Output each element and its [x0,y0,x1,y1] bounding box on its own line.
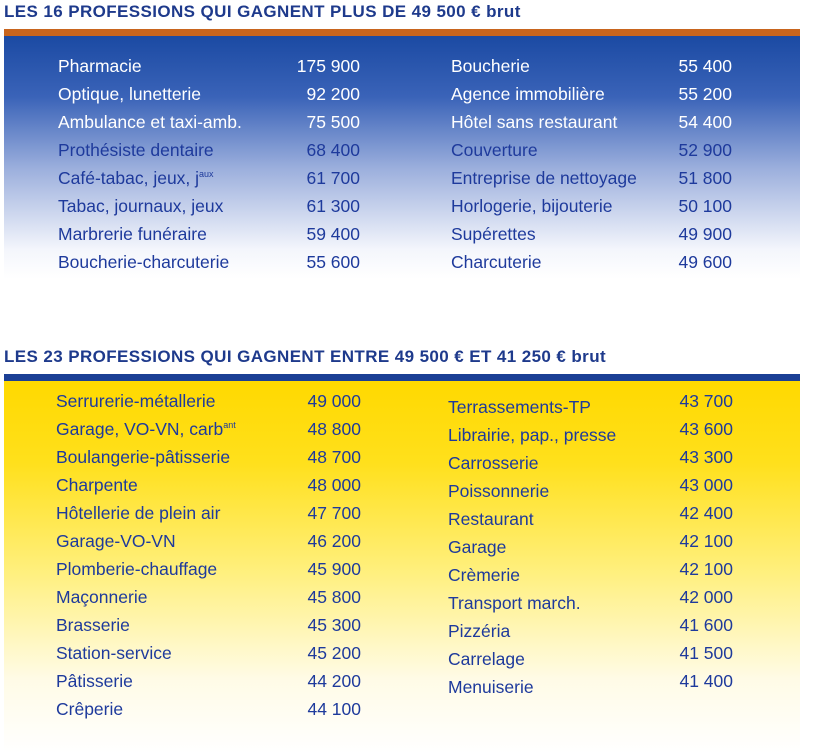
profession-name [56,667,133,695]
profession-name [58,108,242,136]
profession-income: 54 400 [678,112,732,132]
section-1-panel [4,36,800,279]
profession-name [451,220,536,248]
list-item [451,164,732,192]
section-2-divider [4,374,800,381]
profession-name [56,611,130,639]
profession-name [451,136,538,164]
profession-income: 52 900 [678,140,732,160]
profession-income: 43 000 [679,475,733,495]
profession-name [56,471,138,499]
profession-income: 45 800 [307,587,361,607]
section-1-divider [4,29,800,36]
section-1-left-list [58,52,360,276]
profession-name [56,555,217,583]
list-item [56,695,361,723]
list-item [448,611,733,639]
profession-name [56,499,220,527]
profession-income: 55 200 [678,84,732,104]
profession-income: 55 600 [306,252,360,272]
list-item [451,192,732,220]
profession-name-text: Boucherie-charcuterie [58,252,230,272]
profession-name [58,80,201,108]
profession-income: 46 200 [307,531,361,551]
profession-income: 49 600 [678,252,732,272]
profession-name-text: Poissonnerie [448,481,550,501]
profession-name-suffix: ant [223,420,236,430]
list-item [448,583,733,611]
profession-name-text: Carrosserie [448,453,539,473]
list-item [56,527,361,555]
profession-name-text: Crêperie [56,699,124,719]
profession-name-text: Transport march. [448,593,581,613]
profession-income: 43 700 [679,391,733,411]
profession-name [56,695,123,723]
profession-name [56,639,172,667]
profession-name [451,52,530,80]
profession-income: 44 200 [307,671,361,691]
profession-income: 59 400 [306,224,360,244]
list-item [448,527,733,555]
profession-name [58,220,207,248]
list-item [451,52,732,80]
profession-income: 45 900 [307,559,361,579]
list-item [56,667,361,695]
profession-name-text: Hôtel sans restaurant [451,112,618,132]
profession-name-text: Serrurerie-métallerie [56,391,216,411]
profession-income: 55 400 [678,56,732,76]
profession-income: 45 200 [307,643,361,663]
profession-name-text: Restaurant [448,509,534,529]
profession-income: 42 000 [679,587,733,607]
profession-name-text: Garage-VO-VN [56,531,176,551]
profession-income: 49 900 [678,224,732,244]
profession-name [56,583,147,611]
profession-income: 48 700 [307,447,361,467]
profession-income: 175 900 [296,56,360,76]
profession-income: 43 300 [679,447,733,467]
profession-income: 47 700 [307,503,361,523]
list-item [448,499,733,527]
profession-name [58,136,214,164]
profession-name-suffix: aux [199,169,214,179]
profession-name-text: Terrassements-TP [448,397,591,417]
profession-name [56,415,236,443]
list-item [58,80,360,108]
profession-income: 41 500 [679,643,733,663]
list-item [58,192,360,220]
list-item [56,555,361,583]
profession-income: 61 700 [306,168,360,188]
profession-income: 45 300 [307,615,361,635]
profession-name [451,248,541,276]
profession-name-text: Carrelage [448,649,525,669]
profession-name-text: Entreprise de nettoyage [451,168,637,188]
list-item [451,108,732,136]
profession-name-text: Café-tabac, jeux, j [58,168,200,188]
section-1-title: LES 16 PROFESSIONS QUI GAGNENT PLUS DE 49 500 € brut [4,2,521,21]
profession-name-text: Tabac, journaux, jeux [58,196,224,216]
profession-name-text: Prothésiste dentaire [58,140,214,160]
profession-income: 68 400 [306,140,360,160]
profession-name-text: Charpente [56,475,138,495]
profession-name-text: Boulangerie-pâtisserie [56,447,231,467]
profession-name-text: Pizzéria [448,621,511,641]
list-item [56,415,361,443]
list-item [56,471,361,499]
profession-income: 48 000 [307,475,361,495]
profession-name [448,673,534,701]
section-2-right-list [448,387,733,695]
profession-name [56,527,176,555]
profession-income: 42 100 [679,531,733,551]
list-item [448,667,733,695]
list-item [58,52,360,80]
profession-name-text: Garage [448,537,507,557]
list-item [58,248,360,276]
profession-name-text: Agence immobilière [451,84,605,104]
profession-name-text: Station-service [56,643,172,663]
list-item [448,443,733,471]
profession-name-text: Garage, VO-VN, carb [56,419,224,439]
list-item [58,164,360,192]
list-item [56,611,361,639]
list-item [451,220,732,248]
profession-name-text: Plomberie-chauffage [56,559,218,579]
section-2-left-list [56,387,361,723]
profession-income: 42 100 [679,559,733,579]
profession-name-text: Couverture [451,140,538,160]
list-item [56,387,361,415]
profession-name [451,108,617,136]
profession-income: 41 600 [679,615,733,635]
list-item [451,136,732,164]
profession-name [58,52,142,80]
list-item [56,583,361,611]
list-item [448,471,733,499]
profession-income: 42 400 [679,503,733,523]
profession-name-text: Maçonnerie [56,587,148,607]
list-item [58,136,360,164]
profession-income: 41 400 [679,671,733,691]
profession-income: 75 500 [306,112,360,132]
list-item [56,639,361,667]
profession-name [58,164,214,192]
list-item [448,639,733,667]
profession-name-text: Charcuterie [451,252,542,272]
list-item [56,499,361,527]
profession-name [56,387,216,415]
profession-name [451,80,605,108]
profession-name [451,164,637,192]
profession-name-text: Pharmacie [58,56,142,76]
profession-name-text: Brasserie [56,615,130,635]
profession-name-text: Boucherie [451,56,530,76]
profession-income: 49 000 [307,391,361,411]
profession-name-text: Optique, lunetterie [58,84,202,104]
profession-name-text: Supérettes [451,224,536,244]
profession-income: 43 600 [679,419,733,439]
list-item [451,80,732,108]
list-item [58,220,360,248]
profession-name [451,192,612,220]
list-item [451,248,732,276]
profession-name-text: Ambulance et taxi-amb. [58,112,242,132]
profession-name-text: Hôtellerie de plein air [56,503,221,523]
profession-name [58,248,229,276]
profession-name-text: Menuiserie [448,677,534,697]
profession-name-text: Crèmerie [448,565,520,585]
section-1-right-list [451,52,732,276]
profession-name-text: Pâtisserie [56,671,133,691]
profession-income: 61 300 [306,196,360,216]
profession-income: 50 100 [678,196,732,216]
profession-name-text: Librairie, pap., presse [448,425,617,445]
section-2-title: LES 23 PROFESSIONS QUI GAGNENT ENTRE 49 500 € ET 41 250 € brut [4,347,607,366]
profession-income: 51 800 [678,168,732,188]
profession-income: 92 200 [306,84,360,104]
profession-name [56,443,230,471]
list-item [56,443,361,471]
list-item [448,415,733,443]
profession-income: 44 100 [307,699,361,719]
list-item [448,387,733,415]
list-item [448,555,733,583]
profession-name-text: Horlogerie, bijouterie [451,196,613,216]
profession-name-text: Marbrerie funéraire [58,224,207,244]
section-2-panel [4,381,800,753]
list-item [58,108,360,136]
profession-income: 48 800 [307,419,361,439]
profession-name [58,192,223,220]
